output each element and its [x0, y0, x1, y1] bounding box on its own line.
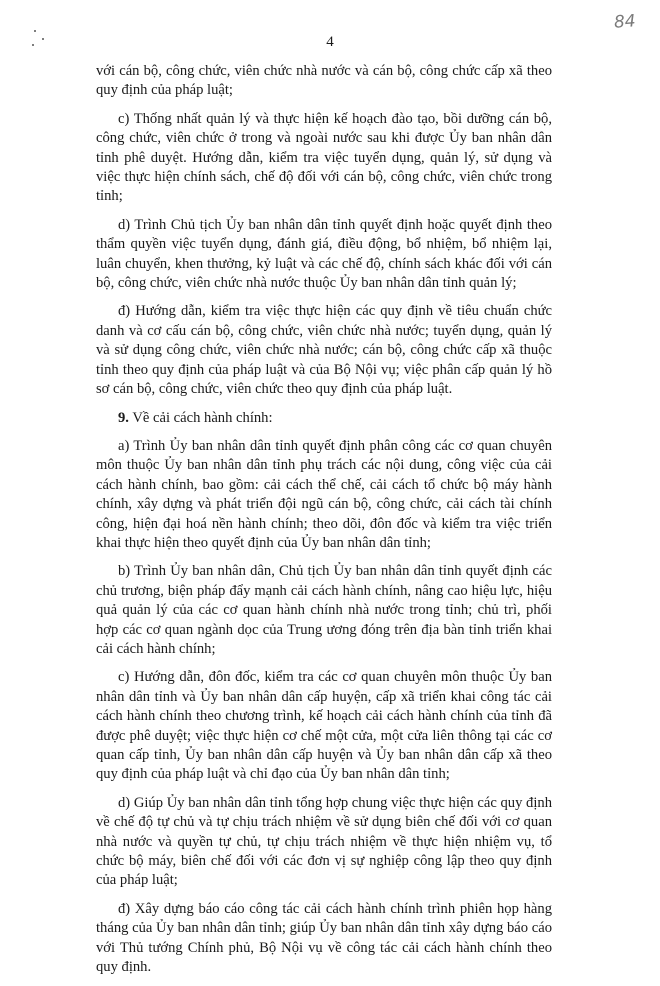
document-body: [96, 62, 552, 986]
page-number: 4: [326, 34, 334, 50]
handwritten-page-mark: 84: [613, 11, 637, 33]
paragraph-continuation: với cán bộ, công chức, viên chức nhà nước và cán bộ, công chức cấp xã theo quy định của pháp luật;: [96, 63, 552, 99]
section-9-item-c: c) Hướng dẫn, đôn đốc, kiểm tra các cơ quan chuyên môn thuộc Ủy ban nhân dân tỉnh và Ủy ban nhân dân cấp huyện, cấp xã triển khai công tác cải cách hành chính theo chương trình, kế hoạch cải cách hành chính của tỉnh đã được phê duyệt; việc thực hiện cơ chế một cửa, một cửa liên thông tại các cơ quan cấp tỉnh, Ủy ban nhân dân cấp huyện và Ủy ban nhân dân cấp xã theo quy định của pháp luật và chỉ đạo của Ủy ban nhân dân tỉnh;: [96, 669, 552, 783]
section-9-item-d: d) Giúp Ủy ban nhân dân tỉnh tổng hợp chung việc thực hiện các quy định về chế độ tự chủ và tự chịu trách nhiệm về sử dụng biên chế đối với cơ quan nhà nước và quyền tự chủ, tự chịu trách nhiệm về thực hiện nhiệm vụ, tổ chức bộ máy, biên chế đối với các đơn vị sự nghiệp công lập theo quy định của pháp luật;: [96, 794, 552, 889]
section-9-item-b: b) Trình Ủy ban nhân dân, Chủ tịch Ủy ban nhân dân tỉnh quyết định các chủ trương, biện pháp đẩy mạnh cải cách hành chính, nâng cao hiệu lực, hiệu quả quản lý của các cơ quan hành chính nhà nước trong tỉnh; chủ trì, phối hợp các cơ quan ngành dọc của Trung ương đóng trên địa bàn tỉnh triển khai cải cách hành chính;: [96, 563, 552, 657]
paragraph-item-dd: đ) Hướng dẫn, kiểm tra việc thực hiện các quy định về tiêu chuẩn chức danh và cơ cấu cán bộ, công chức, viên chức nhà nước; tuyển dụng, quản lý và sử dụng công chức, viên chức nhà nước; cán bộ, công chức cấp xã thuộc tỉnh theo quy định của pháp luật và của Bộ Nội vụ; việc phân cấp quản lý hồ sơ cán bộ, công chức, viên chức theo quy định của pháp luật.: [96, 303, 552, 398]
section-9-item-dd: đ) Xây dựng báo cáo công tác cải cách hành chính trình phiên họp hàng tháng của Ủy ban nhân dân tỉnh; giúp Ủy ban nhân dân tỉnh xây dựng báo cáo với Thủ tướng Chính phủ, Bộ Nội vụ về công tác cải cách hành chính theo quy định.: [96, 900, 552, 976]
section-9-number: 9.: [118, 409, 129, 426]
section-9-title: Về cải cách hành chính:: [128, 409, 273, 426]
section-9-heading: [96, 409, 552, 428]
paragraph-item-c: c) Thống nhất quản lý và thực hiện kế hoạch đào tạo, bồi dưỡng cán bộ, công chức, viên chức ở trong và ngoài nước sau khi được Ủy ban nhân dân tỉnh phê duyệt. Hướng dẫn, kiểm tra việc tuyển dụng, quản lý, sử dụng và việc thực hiện chính sách, chế độ đối với cán bộ, công chức, viên chức trong tỉnh;: [96, 110, 552, 205]
paragraph-item-d: d) Trình Chủ tịch Ủy ban nhân dân tỉnh quyết định hoặc quyết định theo thẩm quyền việc tuyển dụng, đánh giá, điều động, bổ nhiệm, bổ nhiệm lại, luân chuyển, khen thưởng, kỷ luật và các chế độ, chính sách khác đối với cán bộ, công chức, viên chức nhà nước thuộc Ủy ban nhân dân tỉnh quản lý;: [96, 216, 552, 292]
section-9-item-a: a) Trình Ủy ban nhân dân tỉnh quyết định phân công các cơ quan chuyên môn thuộc Ủy ban nhân dân tỉnh phụ trách các nội dung, công việc của cải cách hành chính, bao gồm: cải cách thể chế, cải cách tổ chức bộ máy hành chính, xây dựng và phát triển đội ngũ cán bộ, công chức, cải cách tài chính công, hiện đại hoá nền hành chính; theo dõi, đôn đốc và kiểm tra việc triển khai thực hiện theo quyết định của Ủy ban nhân dân tỉnh;: [96, 437, 552, 551]
